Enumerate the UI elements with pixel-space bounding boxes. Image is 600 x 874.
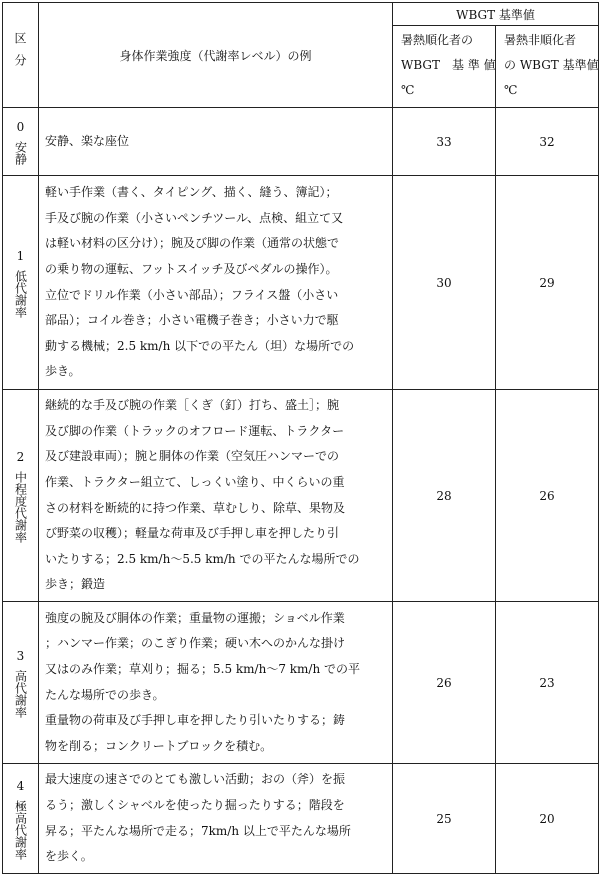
example-line: るう；激しくシャベルを使ったり掘ったりする；階段を [45, 797, 345, 812]
example-line: 強度の腕及び胴体の作業；重量物の運搬；ショベル作業 [45, 610, 345, 625]
example-line: たんな場所での歩き。 [45, 687, 165, 702]
acclimatized-value: 25 [393, 764, 496, 874]
example-line: 軽い手作業（書く、タイピング、描く、縫う、簿記）； [45, 185, 338, 200]
example-cell [39, 176, 393, 390]
category-cell [3, 764, 39, 874]
non-acclimatized-header [496, 26, 599, 108]
example-line: び野菜の収穫）；軽量な荷車及び手押し車を押したり引 [45, 526, 340, 541]
acclimatized-header [393, 26, 496, 108]
table-row [3, 602, 599, 764]
non-acclimatized-value: 20 [496, 764, 599, 874]
category-header-text: 区分 [13, 31, 27, 76]
non-acclimatized-header-line: の WBGT 基準値 [504, 58, 599, 72]
category-name: 極高代謝率 [13, 799, 28, 860]
example-line: 重量物の荷車及び手押し車を押したり引いたりする；鋳 [45, 713, 346, 728]
category-cell [3, 176, 39, 390]
example-line: 継続的な手及び腕の作業［くぎ（釘）打ち、盛土］；腕 [45, 398, 340, 413]
example-line: さの材料を断続的に持つ作業、草むしり、除草、果物及 [45, 500, 346, 515]
example-line: 手及び腕の作業（小さいペンチツール、点検、組立て又 [45, 210, 344, 225]
table-row [3, 108, 599, 176]
table-row [3, 176, 599, 390]
non-acclimatized-value: 32 [496, 108, 599, 176]
example-line: 又はのみ作業；草刈り；掘る；5.5 km/h～7 km/h での平 [45, 661, 361, 676]
non-acclimatized-value: 26 [496, 390, 599, 602]
example-line: 動する機械；2.5 km/h 以下での平たん（坦）な場所での [45, 338, 355, 353]
non-acclimatized-header-line: ℃ [504, 83, 518, 97]
example-line: 部品）；コイル巻き；小さい電機子巻き；小さい力で駆 [45, 313, 339, 328]
category-cell [3, 602, 39, 764]
example-line: 作業、トラクター組立て、しっくい塗り、中くらいの重 [45, 474, 345, 489]
example-line: いたりする；2.5 km/h～5.5 km/h での平たんな場所での [45, 551, 360, 566]
example-line: 立位でドリル作業（小さい部品）；フライス盤（小さい [45, 287, 339, 302]
example-line: を歩く。 [45, 849, 93, 864]
example-line: 物を削る；コンクリートブロックを積む。 [45, 738, 273, 753]
category-number: 0 [16, 119, 25, 134]
example-line: 歩き；鍛造 [45, 577, 106, 592]
category-name: 安静 [13, 140, 28, 165]
example-line: 安静、楽な座位 [45, 133, 130, 148]
example-line: 及び建設車両）；腕と胴体の作業（空気圧ハンマーでの [45, 449, 340, 464]
acclimatized-value: 28 [393, 390, 496, 602]
table-row [3, 390, 599, 602]
category-name: 高代謝率 [13, 669, 28, 718]
example-cell [39, 390, 393, 602]
table-row [3, 764, 599, 874]
example-line: の乗り物の運転、フットスイッチ及びペダルの操作）。 [45, 261, 338, 276]
header-row-top [3, 3, 599, 26]
example-line: 昇る；平たんな場所で走る；7km/h 以上で平たんな場所 [45, 823, 351, 838]
category-cell [3, 108, 39, 176]
example-header: 身体作業強度（代謝率レベル）の例 [39, 3, 393, 108]
non-acclimatized-header-line: 暑熱非順化者 [504, 33, 577, 47]
example-cell [39, 764, 393, 874]
category-number: 1 [16, 248, 25, 263]
category-number: 2 [16, 449, 25, 464]
example-line: 及び脚の作業（トラックのオフロード運転、トラクター [45, 423, 345, 438]
example-cell [39, 108, 393, 176]
acclimatized-value: 33 [393, 108, 496, 176]
example-line: 最大速度の速さでのとても激しい活動；おの（斧）を振 [45, 772, 346, 787]
acclimatized-value: 26 [393, 602, 496, 764]
category-number: 4 [16, 778, 25, 793]
category-name: 中程度代謝率 [13, 470, 28, 543]
wbgt-header: WBGT 基準値 [393, 3, 599, 26]
category-name: 低代謝率 [13, 269, 28, 318]
acclimatized-header-line: 暑熱順化者の [401, 33, 474, 47]
acclimatized-header-line: ℃ [401, 83, 415, 97]
example-line: ；ハンマー作業；のこぎり作業；硬い木へのかんな掛け [45, 636, 346, 651]
category-header [3, 3, 39, 108]
example-line: は軽い材料の区分け）；腕及び脚の作業（通常の状態で [45, 236, 340, 251]
non-acclimatized-value: 29 [496, 176, 599, 390]
example-line: 歩き。 [45, 364, 81, 379]
non-acclimatized-value: 23 [496, 602, 599, 764]
category-cell [3, 390, 39, 602]
acclimatized-header-line: WBGT 基 準 値 [401, 58, 496, 72]
wbgt-table [2, 2, 599, 874]
acclimatized-value: 30 [393, 176, 496, 390]
category-number: 3 [16, 648, 25, 663]
example-cell [39, 602, 393, 764]
